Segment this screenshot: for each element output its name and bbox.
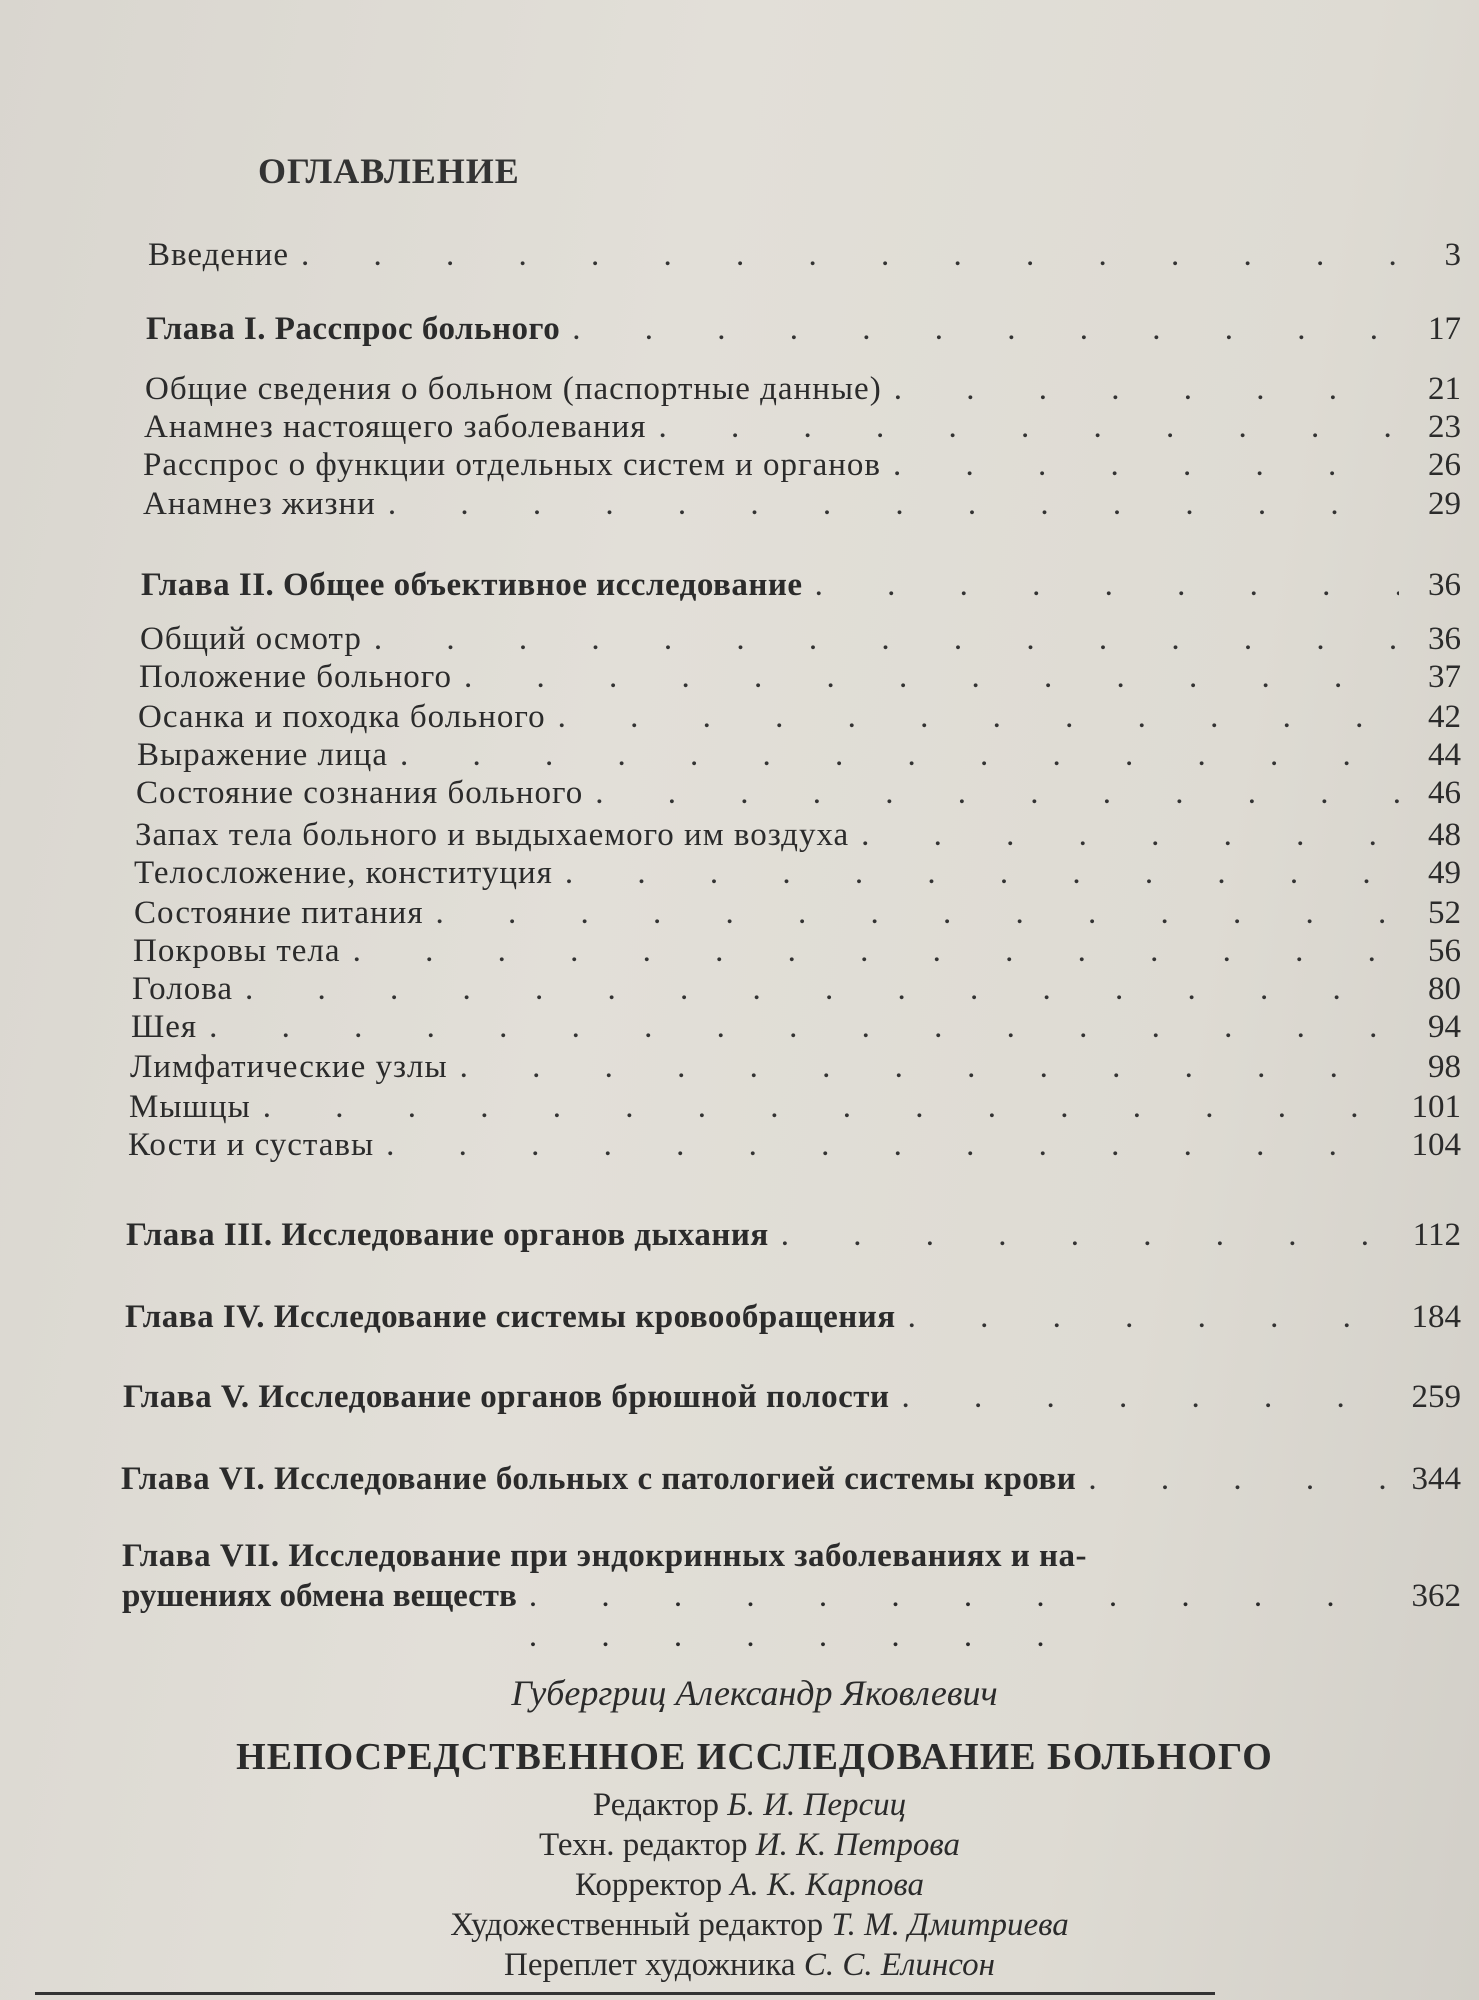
- credit-line: [0, 1826, 1479, 1864]
- dot-leader: [464, 658, 1399, 696]
- dot-leader: [209, 1008, 1399, 1046]
- toc-entry[interactable]: [138, 698, 1461, 736]
- toc-entry-label: Шея: [131, 1009, 198, 1045]
- toc-entry[interactable]: [135, 816, 1461, 854]
- toc-entry-label: Покровы тела: [133, 933, 341, 969]
- credit-role: Художественный редактор: [450, 1907, 824, 1943]
- dot-leader: [815, 566, 1399, 604]
- dot-leader: [781, 1216, 1399, 1254]
- toc-entry-label: Анамнез жизни: [143, 486, 376, 522]
- toc-entry-page: 98: [1428, 1049, 1461, 1085]
- toc-entry-chapter[interactable]: [125, 1298, 1461, 1336]
- toc-entry-page: 80: [1428, 971, 1461, 1007]
- toc-entry-label: Телосложение, конституция: [134, 855, 553, 891]
- toc-entry-page: 26: [1428, 447, 1461, 483]
- toc-entry[interactable]: [145, 370, 1461, 408]
- toc-entry-page: 112: [1412, 1217, 1461, 1253]
- toc-entry-page: 48: [1428, 817, 1461, 853]
- credit-name: Т. М. Дмитриева: [831, 1907, 1069, 1943]
- toc-entry-page: 344: [1411, 1461, 1461, 1497]
- toc-entry-label: Глава VII. Исследование при эндокринных заболеваниях и на-: [122, 1538, 1087, 1574]
- toc-entry-page: 104: [1411, 1127, 1461, 1163]
- toc-entry-chapter[interactable]: [121, 1460, 1461, 1498]
- dot-leader: [388, 485, 1399, 523]
- credit-line: [0, 1946, 1479, 1984]
- toc-entry-label: Выражение лица: [137, 737, 388, 773]
- toc-entry-label: Глава V. Исследование органов брюшной полости: [123, 1379, 890, 1415]
- toc-entry-label: Глава I. Расспрос больного: [146, 311, 561, 347]
- toc-entry-label: Анамнез настоящего заболевания: [144, 409, 647, 445]
- toc-entry[interactable]: [129, 1088, 1461, 1126]
- dot-leader: [572, 310, 1399, 348]
- dot-leader: [353, 932, 1399, 970]
- dot-leader: [595, 774, 1399, 812]
- credit-role: Техн. редактор: [539, 1827, 748, 1863]
- toc-entry-label: Осанка и походка больного: [138, 699, 546, 735]
- toc-entry-label: Мышцы: [129, 1089, 251, 1125]
- toc-entry[interactable]: [137, 736, 1461, 774]
- toc-entry-label: Кости и суставы: [128, 1127, 375, 1163]
- toc-entry-page: 17: [1428, 311, 1461, 347]
- dot-leader: [894, 370, 1399, 408]
- credit-line: [0, 1906, 1479, 1944]
- toc-entry-page: 101: [1411, 1089, 1461, 1125]
- credit-role: Корректор: [575, 1867, 723, 1903]
- toc-entry-label: Состояние питания: [134, 895, 424, 931]
- credit-line: [0, 1786, 1479, 1824]
- dot-leader: [908, 1298, 1399, 1336]
- toc-entry[interactable]: [148, 236, 1461, 274]
- divider: [35, 1992, 1215, 1995]
- toc-entry[interactable]: [143, 485, 1461, 523]
- credit-name: И. К. Петрова: [755, 1827, 960, 1863]
- dot-leader: [565, 854, 1399, 892]
- dot-leader: [301, 236, 1399, 274]
- toc-entry-label: Глава III. Исследование органов дыхания: [126, 1217, 769, 1253]
- book-title: НЕПОСРЕДСТВЕННОЕ ИССЛЕДОВАНИЕ БОЛЬНОГО: [236, 1736, 1273, 1778]
- page-title: ОГЛАВЛЕНИЕ: [258, 151, 520, 191]
- toc-entry-page: 29: [1428, 486, 1461, 522]
- dot-leader: . . . . . . . . . . . . . . . . . . . .: [528, 1578, 1363, 1654]
- toc-entry-chapter[interactable]: [123, 1378, 1461, 1416]
- toc-entry-chapter[interactable]: [141, 566, 1461, 604]
- toc-entry[interactable]: [128, 1126, 1461, 1164]
- dot-leader: [658, 408, 1399, 446]
- toc-entry-page: 21: [1428, 371, 1461, 407]
- toc-entry-label: Введение: [148, 237, 290, 273]
- toc-entry-page: 56: [1428, 933, 1461, 969]
- author-name: Губергриц Александр Яковлевич: [511, 1673, 998, 1713]
- dot-leader: [245, 970, 1399, 1008]
- dot-leader: [460, 1048, 1399, 1086]
- toc-entry-page: 49: [1428, 855, 1461, 891]
- toc-entry[interactable]: [132, 970, 1461, 1008]
- dot-leader: [263, 1088, 1399, 1126]
- toc-entry[interactable]: [140, 620, 1461, 658]
- toc-entry-chapter-7[interactable]: [122, 1536, 1461, 1656]
- dot-leader: [374, 620, 1399, 658]
- toc-entry-label: Состояние сознания больного: [136, 775, 584, 811]
- toc-entry-page: 36: [1428, 621, 1461, 657]
- toc-entry-label-continued: рушениях обмена веществ: [122, 1578, 517, 1614]
- toc-entry-page: 362: [1411, 1578, 1461, 1614]
- toc-entry-page: 259: [1411, 1379, 1461, 1415]
- credit-name: А. К. Карпова: [730, 1867, 924, 1903]
- toc-entry-chapter[interactable]: [126, 1216, 1461, 1254]
- toc-entry-page: 3: [1444, 237, 1461, 273]
- toc-entry-label: Общий осмотр: [140, 621, 362, 657]
- credit-name: Б. И. Персиц: [727, 1787, 907, 1823]
- toc-entry-chapter[interactable]: [146, 310, 1461, 348]
- dot-leader: [902, 1378, 1399, 1416]
- toc-entry[interactable]: [134, 854, 1461, 892]
- toc-entry-label: Лимфатические узлы: [130, 1049, 448, 1085]
- toc-entry-label: Расспрос о функции отдельных систем и органов: [143, 447, 881, 483]
- credit-line: [0, 1866, 1479, 1904]
- credit-role: Переплет художника: [504, 1947, 796, 1983]
- toc-entry[interactable]: [139, 658, 1461, 696]
- dot-leader: [1088, 1460, 1399, 1498]
- toc-entry[interactable]: [143, 446, 1461, 484]
- toc-entry-label: Положение больного: [139, 659, 453, 695]
- toc-entry-label: Общие сведения о больном (паспортные данные): [145, 371, 882, 407]
- toc-entry[interactable]: [133, 932, 1461, 970]
- toc-entry-page: 42: [1428, 699, 1461, 735]
- toc-entry-page: 44: [1428, 737, 1461, 773]
- toc-entry-label: Глава II. Общее объективное исследование: [141, 567, 803, 603]
- toc-entry-page: 184: [1411, 1299, 1461, 1335]
- toc-entry-label: Запах тела больного и выдыхаемого им воздуха: [135, 817, 850, 853]
- toc-entry[interactable]: [134, 894, 1461, 932]
- toc-entry-label: Глава VI. Исследование больных с патологией системы крови: [121, 1461, 1077, 1497]
- dot-leader: [386, 1126, 1399, 1164]
- toc-entry[interactable]: [131, 1008, 1461, 1046]
- dot-leader: [893, 446, 1399, 484]
- credit-name: С. С. Елинсон: [803, 1947, 995, 1983]
- toc-entry-label: Голова: [132, 971, 234, 1007]
- toc-entry-page: 36: [1428, 567, 1461, 603]
- toc-entry[interactable]: [130, 1048, 1461, 1086]
- dot-leader: [558, 698, 1399, 736]
- toc-entry-page: 52: [1428, 895, 1461, 931]
- dot-leader: [400, 736, 1399, 774]
- toc-entry[interactable]: [144, 408, 1461, 446]
- dot-leader: [436, 894, 1399, 932]
- dot-leader: [861, 816, 1399, 854]
- toc-entry-label: Глава IV. Исследование системы кровообращения: [125, 1299, 896, 1335]
- toc-entry-page: 37: [1428, 659, 1461, 695]
- toc-entry-page: 23: [1428, 409, 1461, 445]
- toc-entry-page: 46: [1428, 775, 1461, 811]
- toc-entry[interactable]: [136, 774, 1461, 812]
- credit-role: Редактор: [592, 1787, 719, 1823]
- toc-entry-page: 94: [1428, 1009, 1461, 1045]
